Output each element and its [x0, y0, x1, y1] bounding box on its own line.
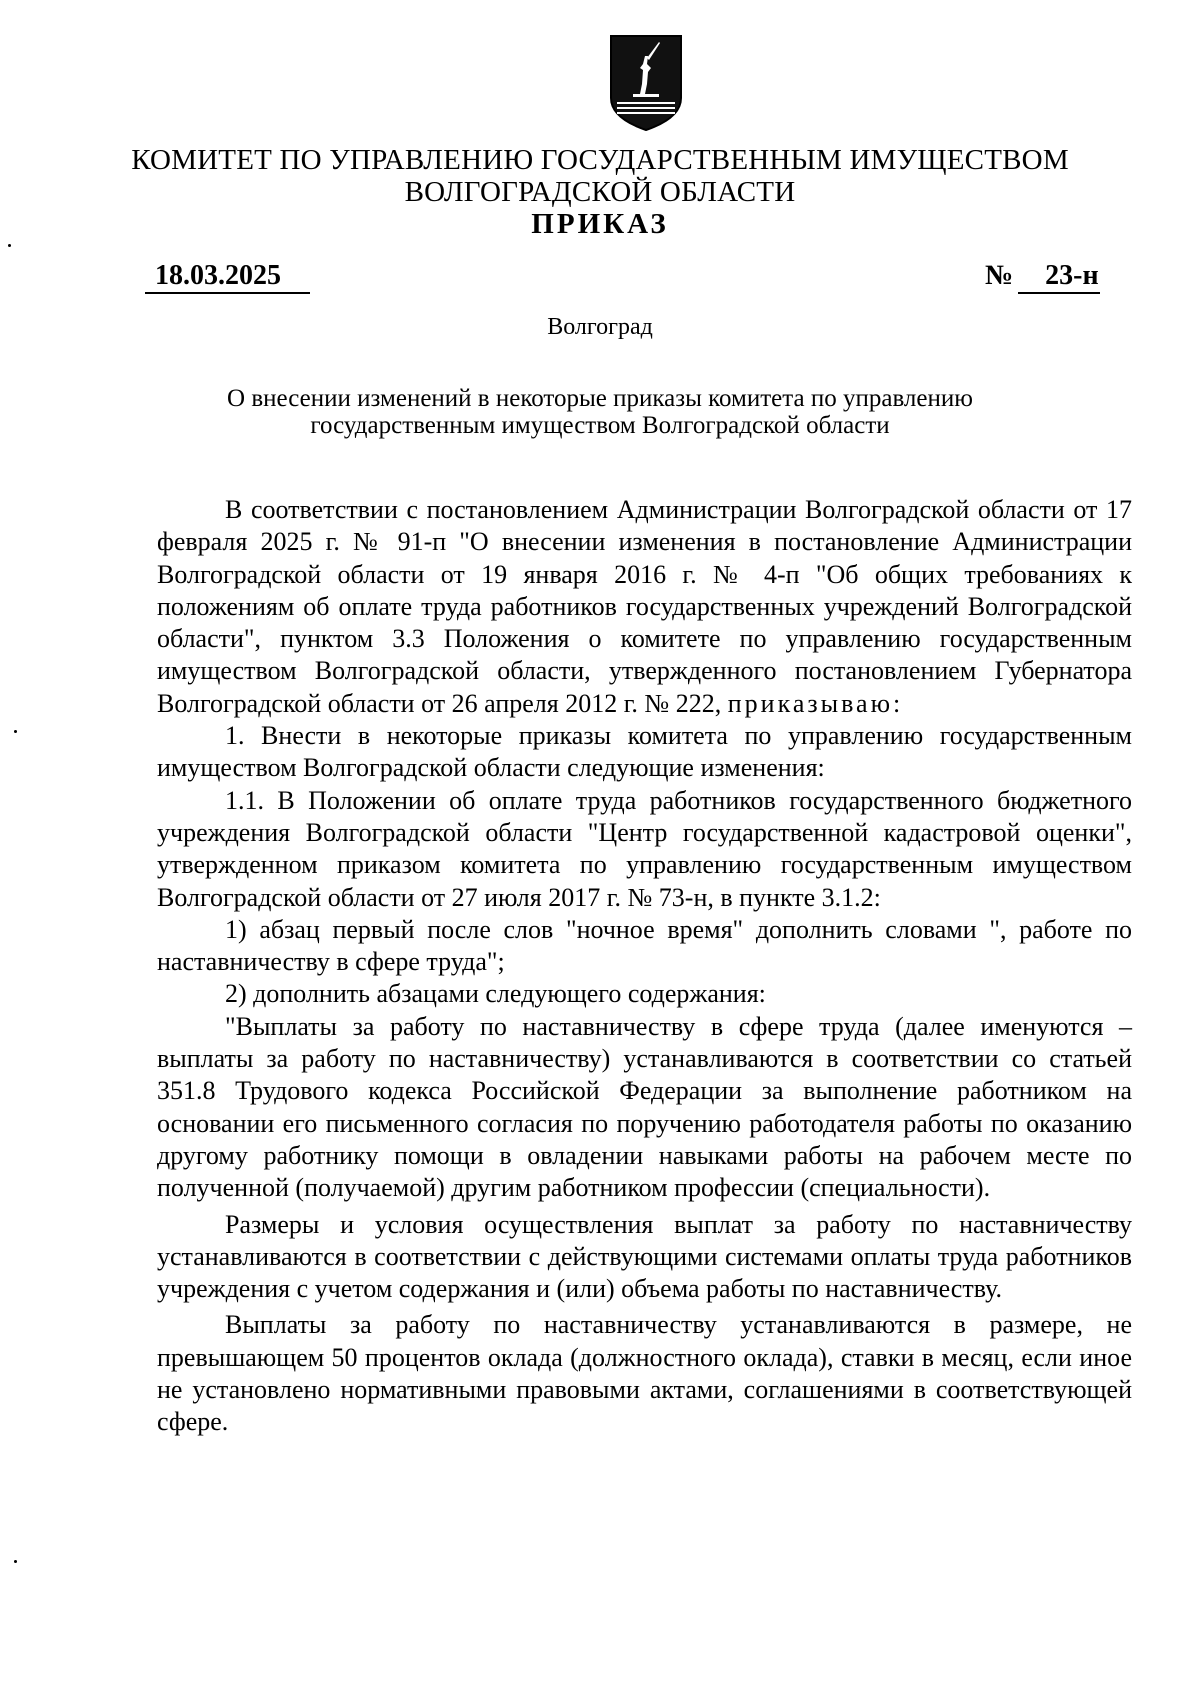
committee-name-line2: ВОЛГОГРАДСКОЙ ОБЛАСТИ [404, 176, 796, 208]
subitem-1-paragraph: 1) абзац первый после слов "ночное время" дополнить словами ", работе по наставничеству в сфере труда"; [157, 914, 1132, 977]
city-name: Волгоград [547, 314, 653, 340]
order-body [157, 494, 1132, 1439]
document-header [100, 144, 1100, 240]
subitem-2-paragraph: 2) дополнить абзацами следующего содержания: [225, 979, 766, 1009]
number-underline [1018, 292, 1100, 294]
subject-line1: О внесении изменений в некоторые приказы комитета по управлению [227, 385, 973, 412]
quote-paragraph-2: Размеры и условия осуществления выплат за работу по наставничеству устанавливаются в соответствии с действующими системами оплаты труда работников учреждения с учетом содержания и (или) объема работы по наставничеству. [157, 1209, 1132, 1304]
item-1-paragraph: 1. Внести в некоторые приказы комитета по управлению государственным имуществом Волгоградской области следующие изменения: [157, 721, 1132, 783]
order-number [985, 260, 1099, 292]
quote-paragraph-3: Выплаты за работу по наставничеству устанавливаются в размере, не превышающем 50 процентов оклада (должностного оклада), ставки в месяц, если иное не установлено нормативными правовыми актами, соглашениями в соответствующей сфере. [157, 1310, 1132, 1437]
quote-paragraph-1: "Выплаты за работу по наставничеству в сфере труда (далее именуются – выплаты за работу по наставничеству) устанавливаются в соответствии со статьей 351.8 Трудового кодекса Российской Федерации за выполнение работником на основании его письменного согласия по поручению работодателя работы по оказанию другому работнику помощи в овладении навыками работы на рабочем месте по полученной (получаемой) другим работником профессии (специальности). [157, 1011, 1132, 1203]
scan-speck [8, 244, 11, 247]
order-subject [180, 385, 1020, 439]
order-title: ПРИКАЗ [531, 208, 669, 240]
number-value: 23-н [1045, 260, 1099, 291]
committee-name-line1: КОМИТЕТ ПО УПРАВЛЕНИЮ ГОСУДАРСТВЕННЫМ ИМУЩЕСТВОМ [131, 144, 1069, 176]
coat-of-arms-emblem [607, 34, 685, 132]
scan-speck [14, 1560, 17, 1563]
subject-line2: государственным имуществом Волгоградской области [310, 412, 890, 439]
date-underline [145, 292, 310, 294]
scan-speck [14, 730, 17, 733]
order-word: приказываю: [727, 688, 904, 718]
preamble-paragraph [157, 494, 1132, 720]
item-1-1-paragraph: 1.1. В Положении об оплате труда работников государственного бюджетного учреждения Волгоградской области "Центр государственной кадастровой оценки", утвержденном приказом комитета по управлению государственным имуществом Волгоградской области от 27 июля 2017 г. № 73-н, в пункте 3.1.2: [157, 785, 1132, 912]
number-sign: № [985, 260, 1014, 291]
preamble-text: В соответствии с постановлением Администрации Волгоградской области от 17 февраля 2025 г. № 91-п "О внесении изменения в постановление Администрации Волгоградской области от 19 января 2016 г. № 4-п "Об общих требованиях к положениям об оплате труда работников государственных учреждений Волгоградской области", пунктом 3.3 Положения о комитете по управлению государственным имуществом Волгоградской области, утвержденного постановлением Губернатора Волгоградской области от 26 апреля 2012 г. № 222, [157, 495, 1132, 718]
order-date: 18.03.2025 [155, 260, 281, 291]
